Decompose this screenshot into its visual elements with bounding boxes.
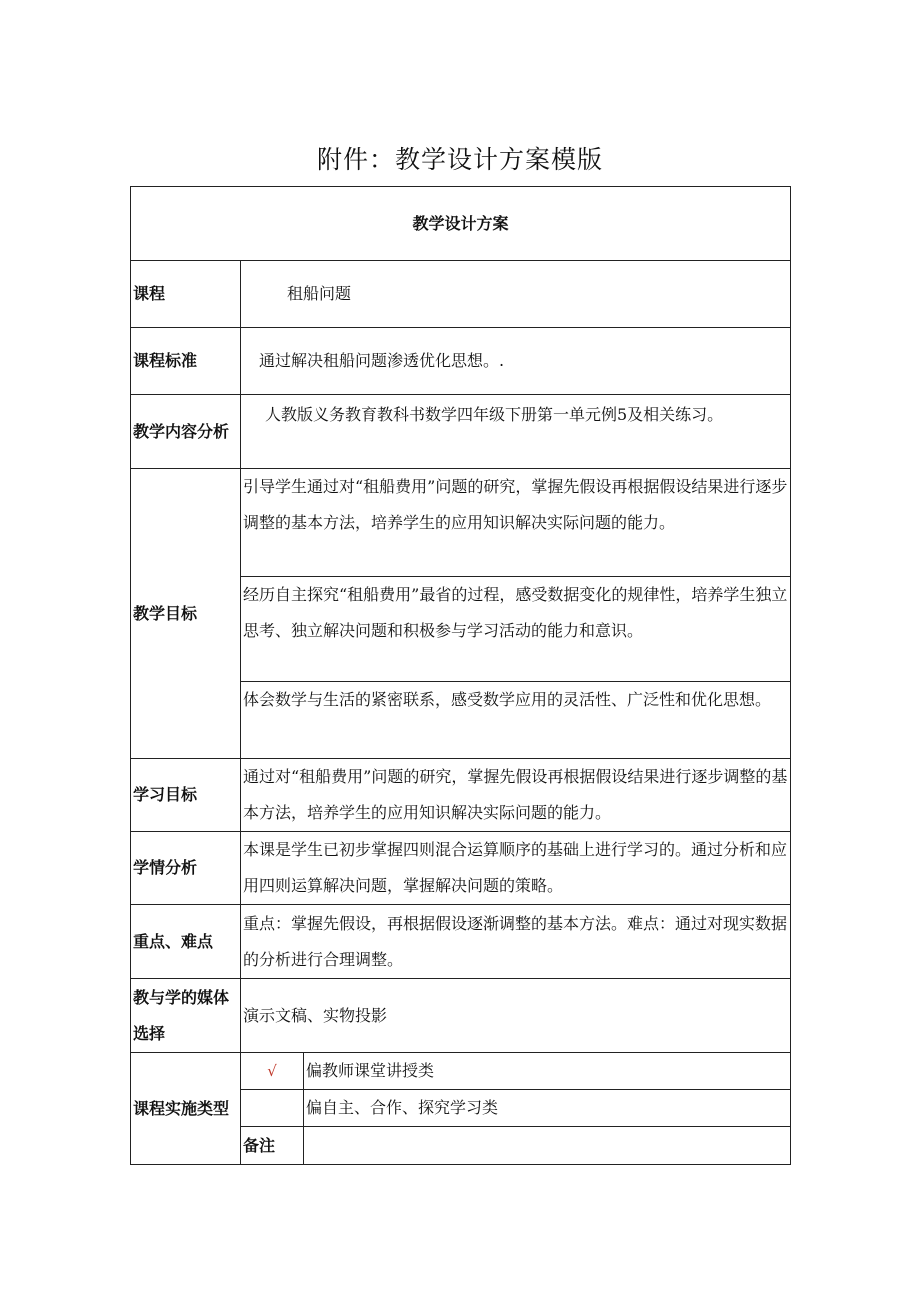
type-label: 课程实施类型 xyxy=(131,1053,241,1165)
row-keypoints xyxy=(131,905,791,979)
table-header-row xyxy=(131,187,791,261)
lesson-plan-table xyxy=(130,186,791,1165)
remark-label: 备注 xyxy=(241,1127,304,1165)
goals-label: 教学目标 xyxy=(131,469,241,759)
row-goal-1 xyxy=(131,469,791,577)
standard-label: 课程标准 xyxy=(131,328,241,395)
analysis-value: 本课是学生已初步掌握四则混合运算顺序的基础上进行学习的。通过分析和应用四则运算解决问题，掌握解决问题的策略。 xyxy=(241,832,791,905)
keypoints-label: 重点、难点 xyxy=(131,905,241,979)
type-option-1: 偏教师课堂讲授类 xyxy=(304,1053,791,1090)
goal-item-2: 经历自主探究“租船费用”最省的过程，感受数据变化的规律性，培养学生独立思考、独立解决问题和积极参与学习活动的能力和意识。 xyxy=(241,577,791,682)
course-value: 租船问题 xyxy=(241,261,791,328)
remark-value xyxy=(304,1127,791,1165)
keypoints-value: 重点：掌握先假设，再根据假设逐渐调整的基本方法。难点：通过对现实数据的分析进行合理调整。 xyxy=(241,905,791,979)
analysis-label: 学情分析 xyxy=(131,832,241,905)
row-learning xyxy=(131,759,791,832)
check-mark-icon: √ xyxy=(241,1053,304,1090)
content-label: 教学内容分析 xyxy=(131,395,241,469)
learning-value: 通过对“租船费用”问题的研究，掌握先假设再根据假设结果进行逐步调整的基本方法，培养学生的应用知识解决实际问题的能力。 xyxy=(241,759,791,832)
media-label: 教与学的媒体选择 xyxy=(131,979,241,1053)
row-media xyxy=(131,979,791,1053)
row-course xyxy=(131,261,791,328)
type-option-2-mark xyxy=(241,1090,304,1127)
content-value: 人教版义务教育教科书数学四年级下册第一单元例5及相关练习。 xyxy=(241,395,791,469)
goal-item-1: 引导学生通过对“租船费用”问题的研究，掌握先假设再根据假设结果进行逐步调整的基本方法，培养学生的应用知识解决实际问题的能力。 xyxy=(241,469,791,577)
row-standard xyxy=(131,328,791,395)
table-header: 教学设计方案 xyxy=(131,187,791,261)
media-value: 演示文稿、实物投影 xyxy=(241,979,791,1053)
row-type-option-1 xyxy=(131,1053,791,1090)
course-label: 课程 xyxy=(131,261,241,328)
standard-value: 通过解决租船问题渗透优化思想。. xyxy=(241,328,791,395)
learning-label: 学习目标 xyxy=(131,759,241,832)
goal-item-3: 体会数学与生活的紧密联系，感受数学应用的灵活性、广泛性和优化思想。 xyxy=(241,682,791,759)
row-analysis xyxy=(131,832,791,905)
row-content xyxy=(131,395,791,469)
type-option-2: 偏自主、合作、探究学习类 xyxy=(304,1090,791,1127)
page-title: 附件：教学设计方案模版 xyxy=(316,145,603,174)
